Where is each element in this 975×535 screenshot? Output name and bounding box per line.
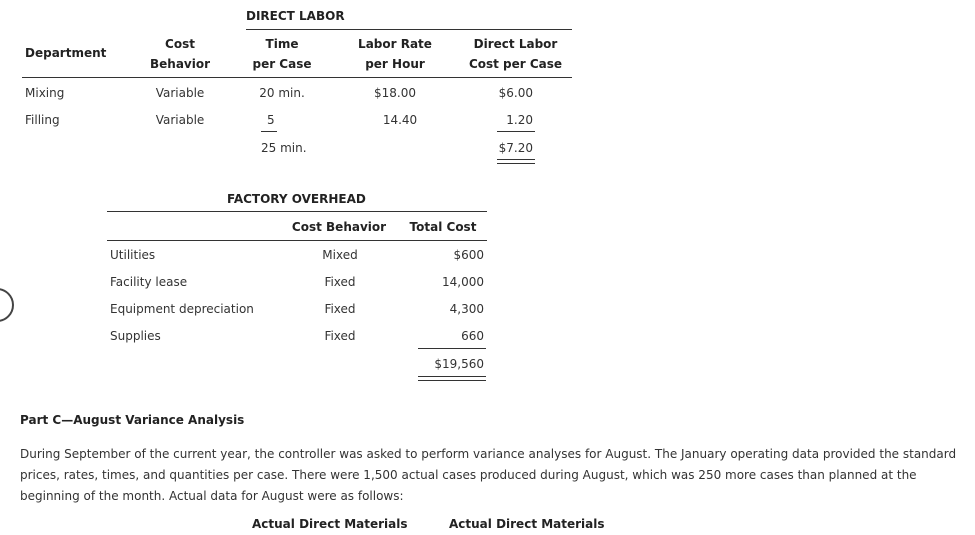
row-filling-behavior: Variable (155, 113, 205, 127)
header-department: Department (25, 46, 107, 60)
row-mixing-time: 20 min. (259, 86, 305, 100)
overhead-row-facility-cost: 14,000 (442, 275, 484, 289)
overhead-row-utilities-cost: $600 (453, 248, 484, 262)
overhead-row-utilities-item: Utilities (110, 248, 156, 262)
part-c-paragraph: During September of the current year, the controller was asked to perform variance analyses for August. The January operating data provided the standard prices, rates, times, and quantities per case. There were 1,500 actual cases produced during August, which was 250 more cases than planned at the beginning of the month. Actual data for August were as follows: (20, 447, 957, 503)
overhead-row-facility-behavior: Fixed (324, 275, 356, 289)
overhead-subtotal-rule (418, 348, 486, 349)
overhead-row-depreciation-item: Equipment depreciation (110, 302, 254, 316)
overhead-row-supplies-item: Supplies (110, 329, 161, 343)
overhead-row-facility-item: Facility lease (110, 275, 188, 289)
overhead-total-cost: $19,560 (434, 357, 484, 371)
direct-labor-header-rule (22, 77, 572, 78)
factory-overhead-title: FACTORY OVERHEAD (227, 192, 366, 206)
row-filling-rate: 14.40 (382, 113, 418, 127)
header-labor-rate-line1: Labor Rate (358, 37, 432, 51)
overhead-row-depreciation-behavior: Fixed (324, 302, 356, 316)
row-mixing-behavior: Variable (155, 86, 205, 100)
actual-direct-materials-header-2: Actual Direct Materials (449, 517, 605, 531)
total-time: 25 min. (261, 141, 307, 155)
time-subtotal-rule (261, 131, 277, 132)
header-direct-labor-cost-line2: Cost per Case (468, 57, 563, 71)
direct-labor-top-rule (246, 29, 572, 30)
overhead-row-utilities-behavior: Mixed (322, 248, 358, 262)
header-time-line2: per Case (252, 57, 312, 71)
part-c-heading: Part C—August Variance Analysis (20, 413, 245, 427)
header-overhead-total-cost: Total Cost (409, 220, 477, 234)
header-overhead-cost-behavior: Cost Behavior (291, 220, 387, 234)
header-cost-behavior-line2: Behavior (149, 57, 211, 71)
row-mixing-cost: $6.00 (498, 86, 533, 100)
overhead-row-depreciation-cost: 4,300 (449, 302, 484, 316)
total-direct-labor-cost: $7.20 (498, 141, 533, 155)
circle-edge-icon (0, 288, 14, 322)
header-time-line1: Time (265, 37, 299, 51)
total-cost-double-rule (497, 159, 535, 164)
overhead-row-supplies-behavior: Fixed (324, 329, 356, 343)
row-mixing-rate: $18.00 (374, 86, 416, 100)
header-cost-behavior-line1: Cost (165, 37, 195, 51)
direct-labor-title: DIRECT LABOR (246, 9, 345, 23)
row-mixing-department: Mixing (25, 86, 65, 100)
header-direct-labor-cost-line1: Direct Labor (473, 37, 558, 51)
row-filling-department: Filling (25, 113, 60, 127)
header-labor-rate-line2: per Hour (365, 57, 425, 71)
actual-direct-materials-header-1: Actual Direct Materials (252, 517, 408, 531)
factory-overhead-header-rule (107, 240, 487, 241)
factory-overhead-top-rule (107, 211, 487, 212)
overhead-total-double-rule (418, 376, 486, 381)
row-filling-time: 5 (267, 113, 275, 127)
cost-subtotal-rule (497, 131, 535, 132)
overhead-row-supplies-cost: 660 (461, 329, 484, 343)
row-filling-cost: 1.20 (506, 113, 533, 127)
